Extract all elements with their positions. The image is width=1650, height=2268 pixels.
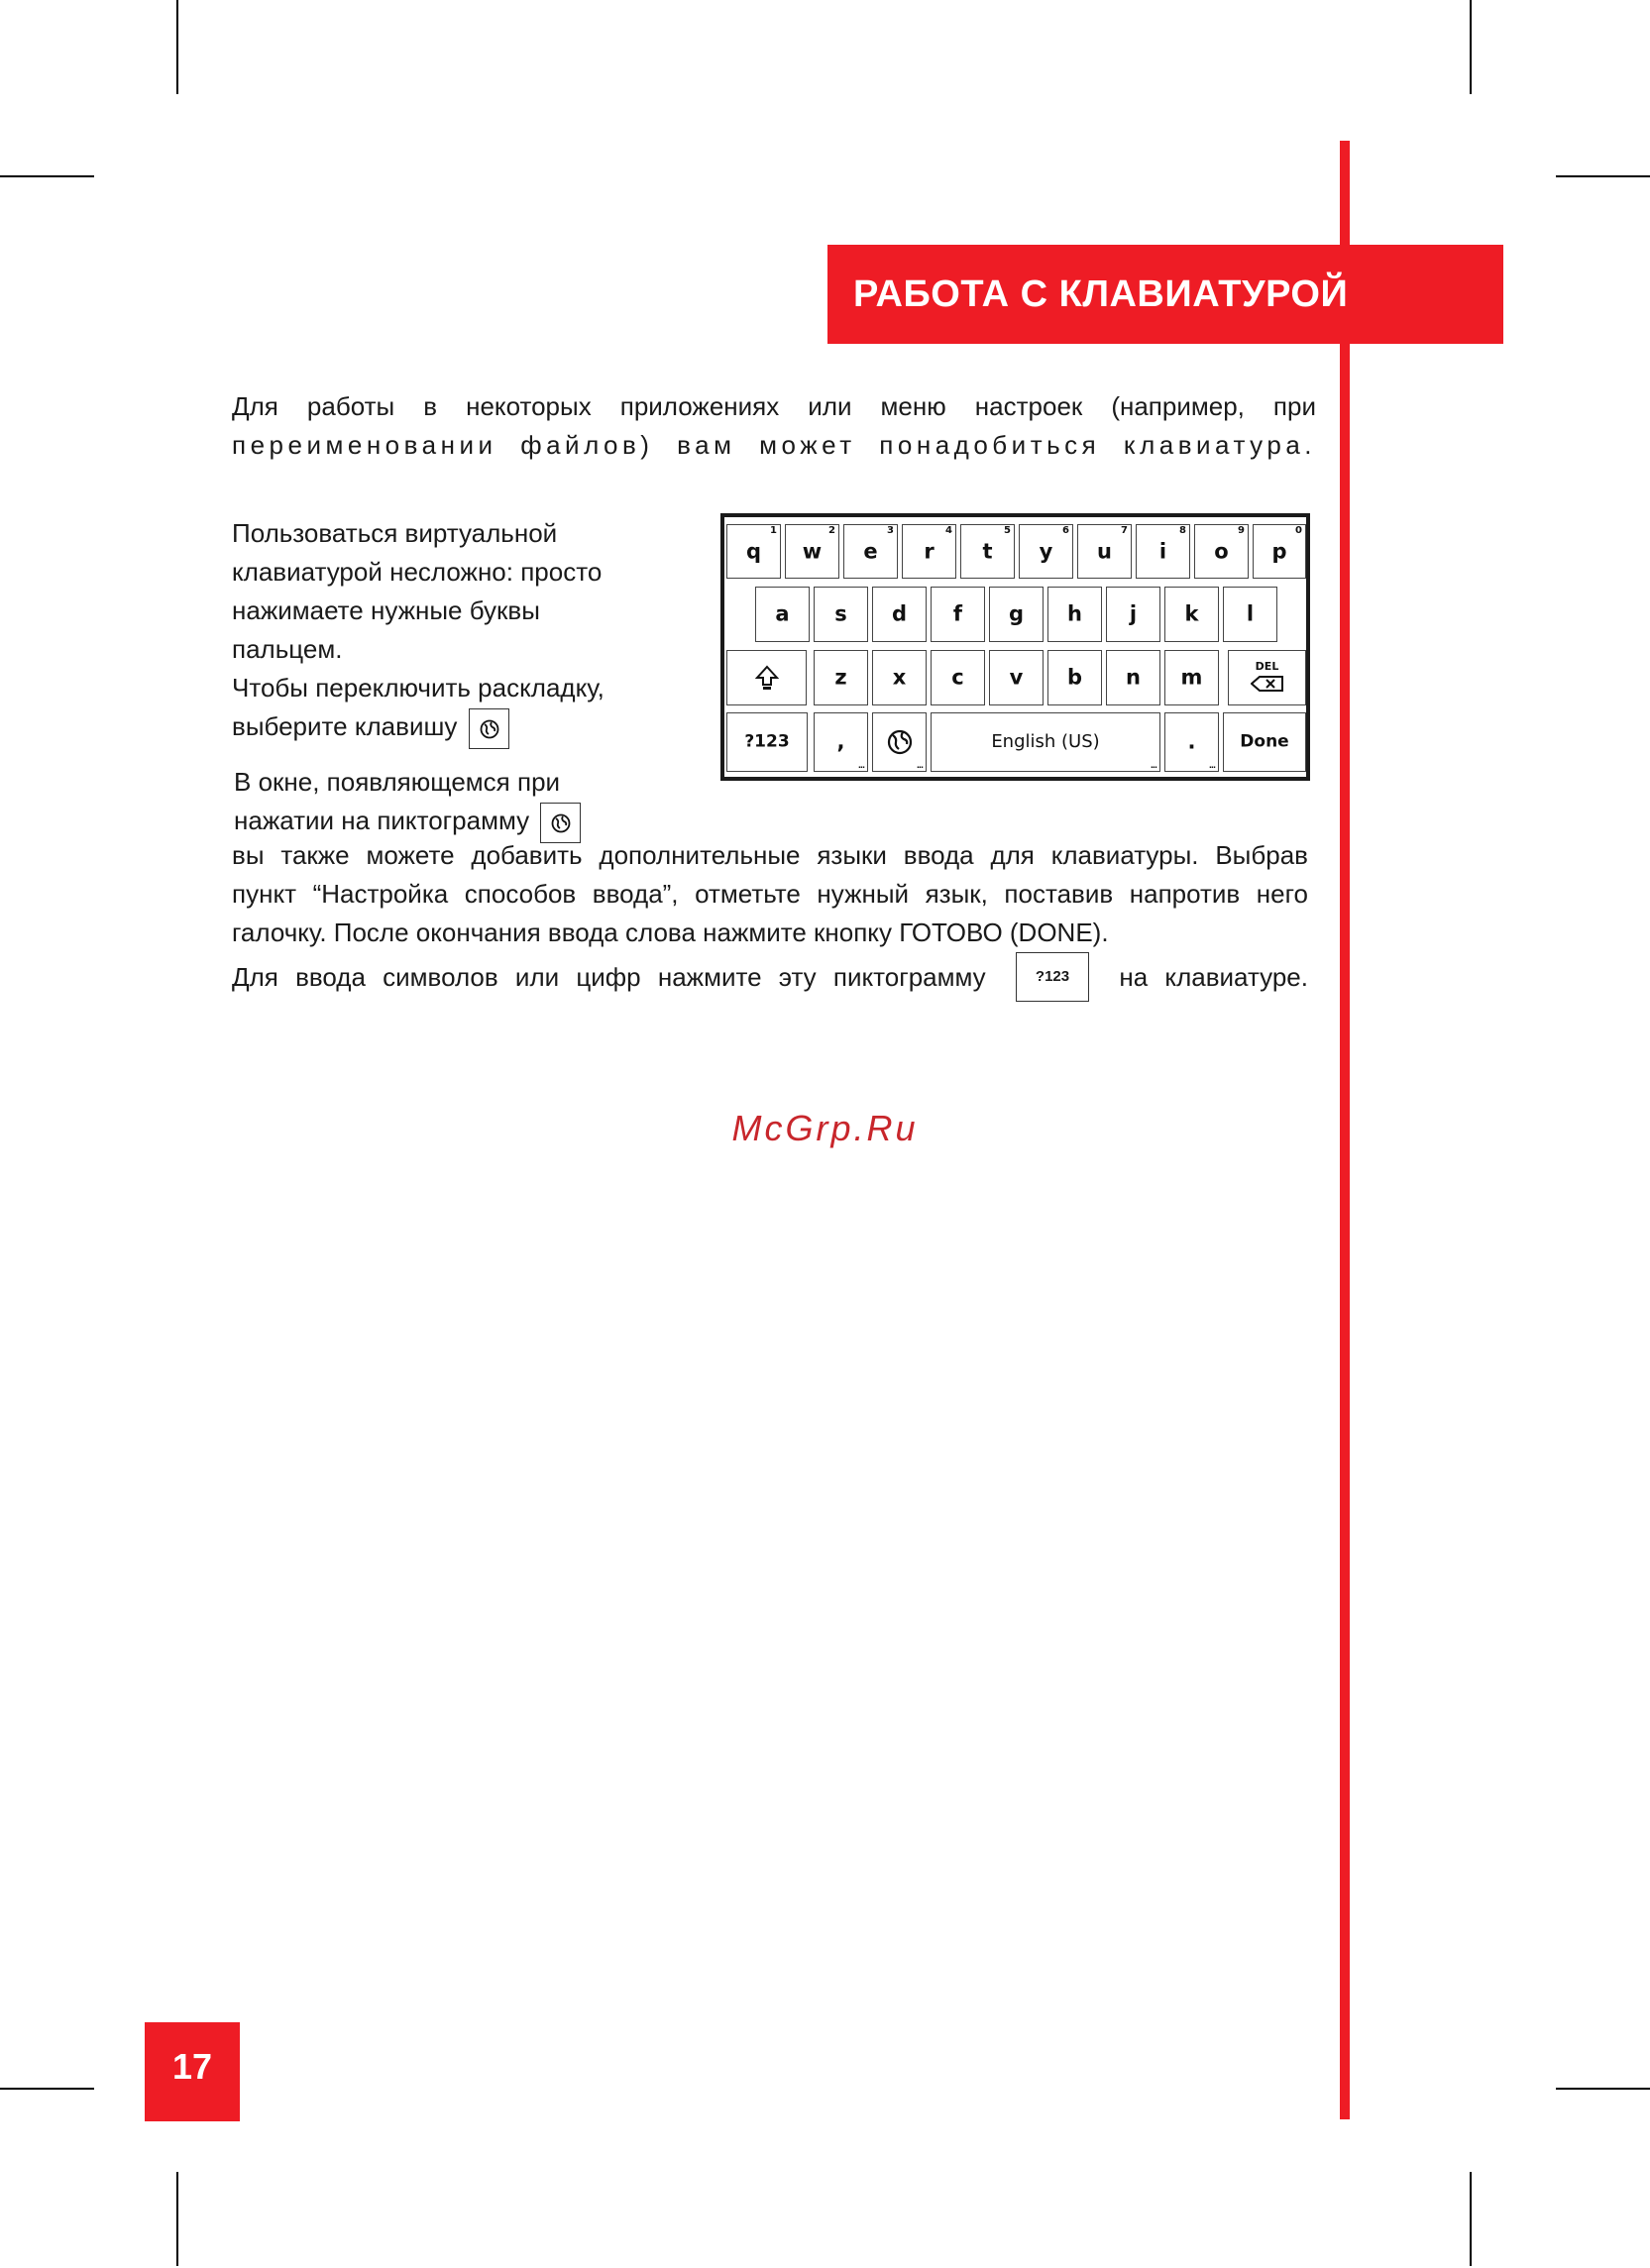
key-x: x	[872, 650, 927, 705]
instruction-line-text: выберите клавишу	[232, 711, 458, 741]
key-done: Done	[1223, 712, 1306, 772]
key-d: d	[872, 587, 927, 642]
key-o: 9 o	[1194, 524, 1249, 579]
crop-mark	[1470, 2172, 1472, 2266]
inline-numbers-key: ?123	[1016, 952, 1089, 1002]
heading-band	[827, 245, 1503, 344]
crop-mark	[176, 2172, 178, 2266]
key-comma: , ...	[814, 712, 868, 772]
window-block	[234, 763, 690, 843]
crop-mark	[176, 0, 178, 94]
watermark: McGrp.Ru	[731, 1108, 919, 1148]
key-p: 0 p	[1253, 524, 1306, 579]
inline-globe-key	[469, 708, 509, 749]
key-b: b	[1047, 650, 1102, 705]
intro-line-1: Для работы в некоторых приложениях или меню настроек (например, при	[232, 391, 1316, 421]
key-q: 1 q	[726, 524, 781, 579]
instruction-line: пальцем.	[232, 634, 343, 664]
body-line-4	[232, 952, 1308, 1002]
body-line-1: вы также можете добавить дополнительные языки ввода для клавиатуры. Выбрав	[232, 840, 1308, 870]
crop-mark	[0, 175, 94, 177]
body-paragraph	[232, 836, 1308, 1002]
key-delete	[1228, 650, 1306, 705]
crop-mark	[1556, 2088, 1650, 2090]
key-h: h	[1047, 587, 1102, 642]
crop-mark	[0, 2088, 94, 2090]
key-a: a	[755, 587, 810, 642]
page-number: 17	[171, 2046, 213, 2087]
key-n: n	[1106, 650, 1160, 705]
intro-line-2: переименовании файлов) вам может понадобиться клавиатура.	[232, 430, 1316, 460]
crop-mark	[1470, 0, 1472, 94]
body-line-4-after: на клавиатуре.	[1119, 961, 1308, 992]
key-space: English (US) ...	[931, 712, 1160, 772]
body-line-4-before: Для ввода символов или цифр нажмите эту пиктограмму	[232, 961, 986, 992]
instruction-line: нажимаете нужные буквы	[232, 595, 540, 625]
key-numbers: ?123	[726, 712, 808, 772]
body-line-2: пункт “Настройка способов ввода”, отметьте нужный язык, поставив напротив него	[232, 879, 1308, 909]
key-u: 7 u	[1077, 524, 1132, 579]
key-t: 5 t	[960, 524, 1015, 579]
key-k: k	[1164, 587, 1219, 642]
key-j: j	[1106, 587, 1160, 642]
key-z: z	[814, 650, 868, 705]
key-f: f	[931, 587, 985, 642]
key-c: c	[931, 650, 985, 705]
backspace-icon	[1251, 676, 1284, 692]
page-title: РАБОТА С КЛАВИАТУРОЙ	[853, 273, 1349, 315]
globe-icon	[887, 729, 913, 755]
delete-label: DEL	[1255, 660, 1279, 673]
key-r: 4 r	[902, 524, 956, 579]
instruction-line-with-key	[232, 707, 688, 749]
page-number-badge	[145, 2022, 240, 2121]
instruction-line: Чтобы переключить раскладку,	[232, 673, 605, 702]
intro-paragraph	[232, 387, 1316, 465]
window-line-2-text: нажатии на пиктограмму	[234, 806, 530, 835]
globe-icon	[551, 813, 571, 833]
key-w: 2 w	[785, 524, 839, 579]
crop-mark	[1556, 175, 1650, 177]
instructions-block	[232, 514, 688, 749]
window-line-1: В окне, появляющемся при	[234, 767, 561, 797]
key-s: s	[814, 587, 868, 642]
keyboard-illustration	[720, 513, 1310, 781]
shift-icon	[755, 665, 779, 691]
instruction-line: Пользоваться виртуальной	[232, 518, 558, 548]
key-l: l	[1223, 587, 1277, 642]
globe-icon	[480, 719, 499, 739]
body-line-3: галочку. После окончания ввода слова нажмите кнопку ГОТОВО (DONE).	[232, 918, 1109, 947]
key-i: 8 i	[1136, 524, 1190, 579]
key-g: g	[989, 587, 1044, 642]
key-shift	[726, 650, 807, 705]
key-period: . ...	[1164, 712, 1219, 772]
key-e: 3 e	[843, 524, 898, 579]
key-y: 6 y	[1019, 524, 1073, 579]
key-m: m	[1164, 650, 1219, 705]
key-v: v	[989, 650, 1044, 705]
instruction-line: клавиатурой несложно: просто	[232, 557, 603, 587]
key-language: ...	[872, 712, 927, 772]
